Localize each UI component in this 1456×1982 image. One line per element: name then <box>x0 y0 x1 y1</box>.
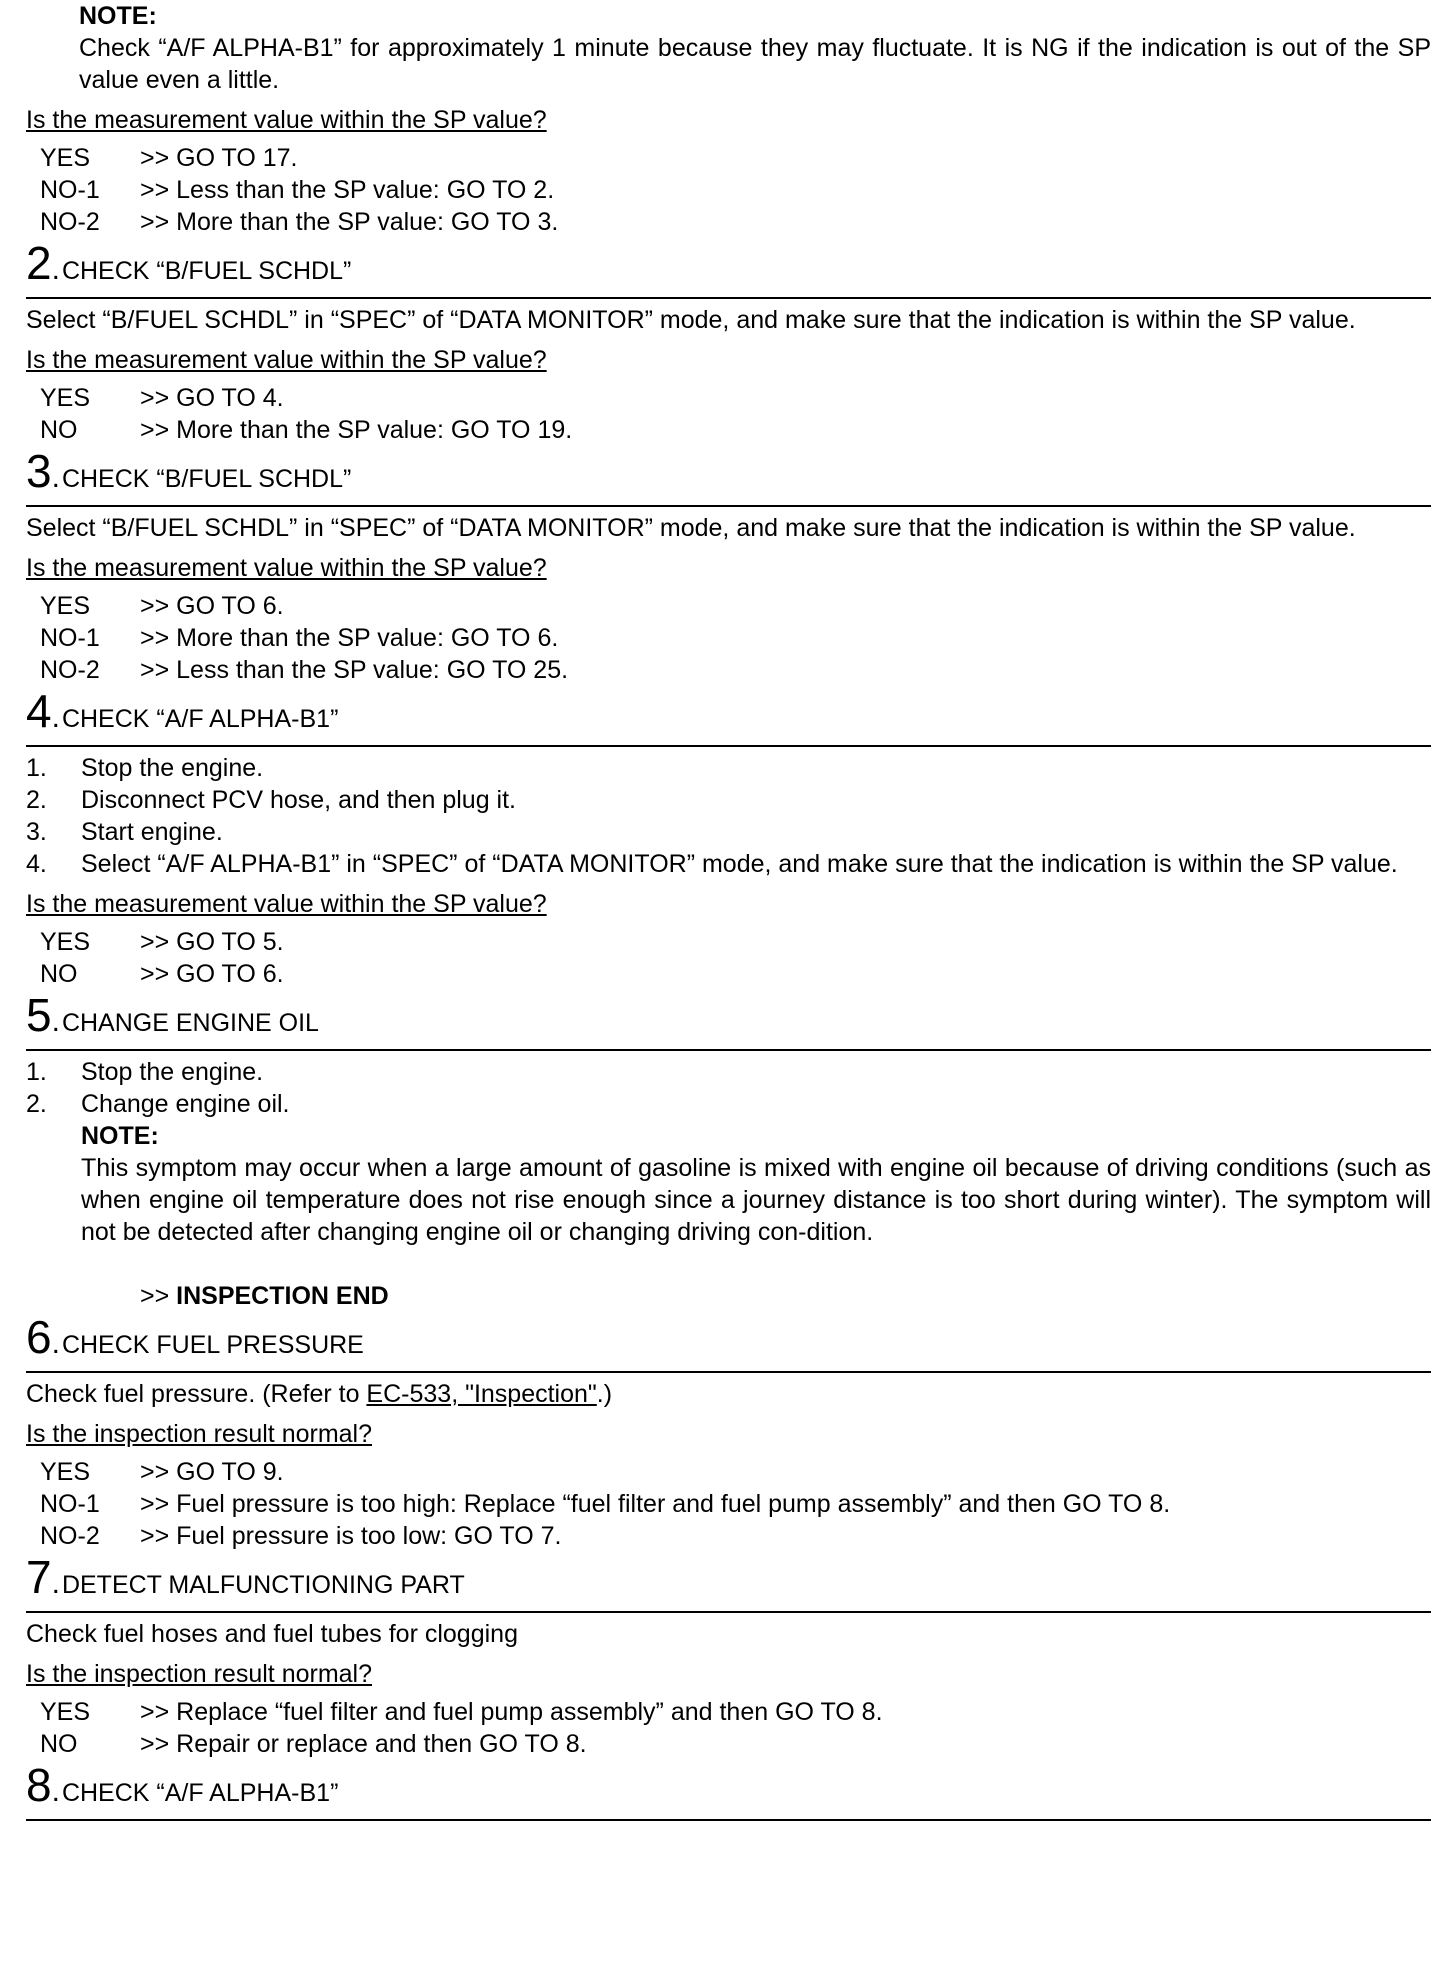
step-body <box>26 304 1431 336</box>
answer-key: NO-2 <box>40 656 100 684</box>
list-item-number: 3. <box>26 818 47 846</box>
step-header <box>26 989 1431 1051</box>
list-item-text: Select “A/F ALPHA-B1” in “SPEC” of “DATA MONITOR” mode, and make sure that the indication is within the SP value. <box>81 850 1398 878</box>
answer-text: >> GO TO 6. <box>140 960 284 988</box>
answer-key: YES <box>40 384 91 412</box>
note-label: NOTE: <box>79 2 157 30</box>
answer-key: NO <box>40 960 78 988</box>
answer-row <box>26 382 1431 414</box>
list-item-text: Disconnect PCV hose, and then plug it. <box>81 786 516 814</box>
step-dot: . <box>51 253 60 286</box>
step-instruction <box>26 1378 1431 1410</box>
answer-list <box>26 590 1431 686</box>
answer-row <box>26 1488 1431 1520</box>
inspection-end <box>26 1280 1431 1312</box>
spacer <box>26 1248 1431 1280</box>
list-item-number: 1. <box>26 1058 47 1086</box>
step-number: 3 <box>26 445 52 497</box>
step-dot: . <box>51 1005 60 1038</box>
step-title: CHECK “A/F ALPHA-B1” <box>61 705 339 733</box>
step-dot: . <box>51 461 60 494</box>
answer-row <box>26 958 1431 990</box>
answer-text: >> Repair or replace and then GO TO 8. <box>140 1730 587 1758</box>
step-instruction: Check fuel hoses and fuel tubes for clogging <box>26 1620 518 1648</box>
instruction-prefix: Check fuel pressure. (Refer to <box>26 1380 367 1408</box>
end-text: INSPECTION END <box>176 1282 389 1310</box>
answer-row <box>26 654 1431 686</box>
ordered-list <box>26 1056 1431 1248</box>
note-label: NOTE: <box>81 1122 159 1150</box>
answer-row <box>26 206 1431 238</box>
list-item-text: Stop the engine. <box>81 1058 264 1086</box>
step-number: 8 <box>26 1759 52 1811</box>
answer-row <box>26 1728 1431 1760</box>
step-title: CHECK “B/FUEL SCHDL” <box>61 257 352 285</box>
answer-key: YES <box>40 592 91 620</box>
step-number: 6 <box>26 1311 52 1363</box>
note-text: Check “A/F ALPHA-B1” for approximately 1 minute because they may fluctuate. It is NG if the indication is out of the SP value even a little. <box>79 34 1431 94</box>
ordered-list <box>26 752 1431 880</box>
answer-row <box>26 1696 1431 1728</box>
answer-text: >> GO TO 6. <box>140 592 284 620</box>
answer-key: YES <box>40 144 91 172</box>
answer-row <box>26 1520 1431 1552</box>
answer-text: >> GO TO 9. <box>140 1458 284 1486</box>
step-question: Is the inspection result normal? <box>26 1660 373 1688</box>
list-item-text: Change engine oil. <box>81 1090 290 1118</box>
list-item <box>26 784 1431 816</box>
step-number: 2 <box>26 237 52 289</box>
step-header <box>26 685 1431 747</box>
step-header <box>26 1311 1431 1373</box>
intro-note <box>26 0 1431 96</box>
answer-text: >> More than the SP value: GO TO 3. <box>140 208 559 236</box>
answer-text: >> More than the SP value: GO TO 6. <box>140 624 559 652</box>
step-dot: . <box>51 1567 60 1600</box>
step-question: Is the measurement value within the SP value? <box>26 890 547 918</box>
step-title: CHANGE ENGINE OIL <box>61 1009 319 1037</box>
answer-row <box>26 174 1431 206</box>
answer-key: YES <box>40 1458 91 1486</box>
step-question: Is the measurement value within the SP value? <box>26 554 547 582</box>
answer-text: >> More than the SP value: GO TO 19. <box>140 416 573 444</box>
answer-key: NO-1 <box>40 1490 100 1518</box>
note-text: This symptom may occur when a large amount of gasoline is mixed with engine oil because of driving conditions (such as when engine oil temperature does not rise enough since a journey distance is too short during winter). The symptom will not be detected after changing engine oil or changing driving con-dition. <box>81 1154 1431 1246</box>
step-question: Is the measurement value within the SP value? <box>26 106 547 134</box>
answer-row <box>26 622 1431 654</box>
step-body <box>26 1618 1431 1650</box>
answer-key: NO-1 <box>40 624 100 652</box>
answer-row <box>26 590 1431 622</box>
answer-text: >> Fuel pressure is too high: Replace “fuel filter and fuel pump assembly” and then GO TO 8. <box>140 1490 1171 1518</box>
answer-row <box>26 414 1431 446</box>
end-prefix: >> <box>140 1282 177 1310</box>
step-title: CHECK FUEL PRESSURE <box>61 1331 364 1359</box>
answer-text: >> GO TO 5. <box>140 928 284 956</box>
list-item-text: Stop the engine. <box>81 754 264 782</box>
step-body <box>26 512 1431 544</box>
answer-list <box>26 142 1431 238</box>
list-item-number: 2. <box>26 1090 47 1118</box>
list-item <box>26 848 1431 880</box>
step-question: Is the measurement value within the SP value? <box>26 346 547 374</box>
step-number: 4 <box>26 685 52 737</box>
answer-key: YES <box>40 1698 91 1726</box>
list-item-number: 4. <box>26 850 47 878</box>
step-body <box>26 1378 1431 1410</box>
step-number: 7 <box>26 1551 52 1603</box>
answer-text: >> GO TO 17. <box>140 144 298 172</box>
list-item-number: 1. <box>26 754 47 782</box>
list-item <box>26 816 1431 848</box>
answer-key: YES <box>40 928 91 956</box>
list-item <box>26 1056 1431 1088</box>
answer-list <box>26 1456 1431 1552</box>
step-dot: . <box>51 1775 60 1808</box>
answer-list <box>26 926 1431 990</box>
list-item <box>26 752 1431 784</box>
answer-key: NO-2 <box>40 1522 100 1550</box>
answer-row <box>26 1456 1431 1488</box>
step-header <box>26 1551 1431 1613</box>
answer-row <box>26 142 1431 174</box>
answer-row <box>26 926 1431 958</box>
step-dot: . <box>51 701 60 734</box>
list-item-text: Start engine. <box>81 818 223 846</box>
reference-link[interactable]: EC-533, "Inspection" <box>366 1380 597 1408</box>
answer-key: NO <box>40 416 78 444</box>
instruction-suffix: .) <box>596 1380 613 1408</box>
step-question: Is the inspection result normal? <box>26 1420 373 1448</box>
step-header <box>26 445 1431 507</box>
answer-key: NO <box>40 1730 78 1758</box>
answer-key: NO-1 <box>40 176 100 204</box>
answer-text: >> Less than the SP value: GO TO 2. <box>140 176 555 204</box>
answer-text: >> Fuel pressure is too low: GO TO 7. <box>140 1522 562 1550</box>
step-title: CHECK “A/F ALPHA-B1” <box>61 1779 339 1807</box>
step-dot: . <box>51 1327 60 1360</box>
answer-key: NO-2 <box>40 208 100 236</box>
step-title: DETECT MALFUNCTIONING PART <box>61 1571 465 1599</box>
step-title: CHECK “B/FUEL SCHDL” <box>61 465 352 493</box>
step-number: 5 <box>26 989 52 1041</box>
answer-text: >> Less than the SP value: GO TO 25. <box>140 656 569 684</box>
step-body <box>26 752 1431 880</box>
answer-list <box>26 1696 1431 1760</box>
document-page <box>26 0 1431 1821</box>
step-instruction: Select “B/FUEL SCHDL” in “SPEC” of “DATA MONITOR” mode, and make sure that the indication is within the SP value. <box>26 306 1356 334</box>
answer-list <box>26 382 1431 446</box>
step-header <box>26 1759 1431 1821</box>
step-header <box>26 237 1431 299</box>
answer-text: >> GO TO 4. <box>140 384 284 412</box>
list-item <box>26 1088 1431 1248</box>
list-item-content <box>81 1088 1431 1248</box>
step-body <box>26 1056 1431 1248</box>
step-instruction: Select “B/FUEL SCHDL” in “SPEC” of “DATA MONITOR” mode, and make sure that the indication is within the SP value. <box>26 514 1356 542</box>
answer-text: >> Replace “fuel filter and fuel pump assembly” and then GO TO 8. <box>140 1698 883 1726</box>
list-item-number: 2. <box>26 786 47 814</box>
